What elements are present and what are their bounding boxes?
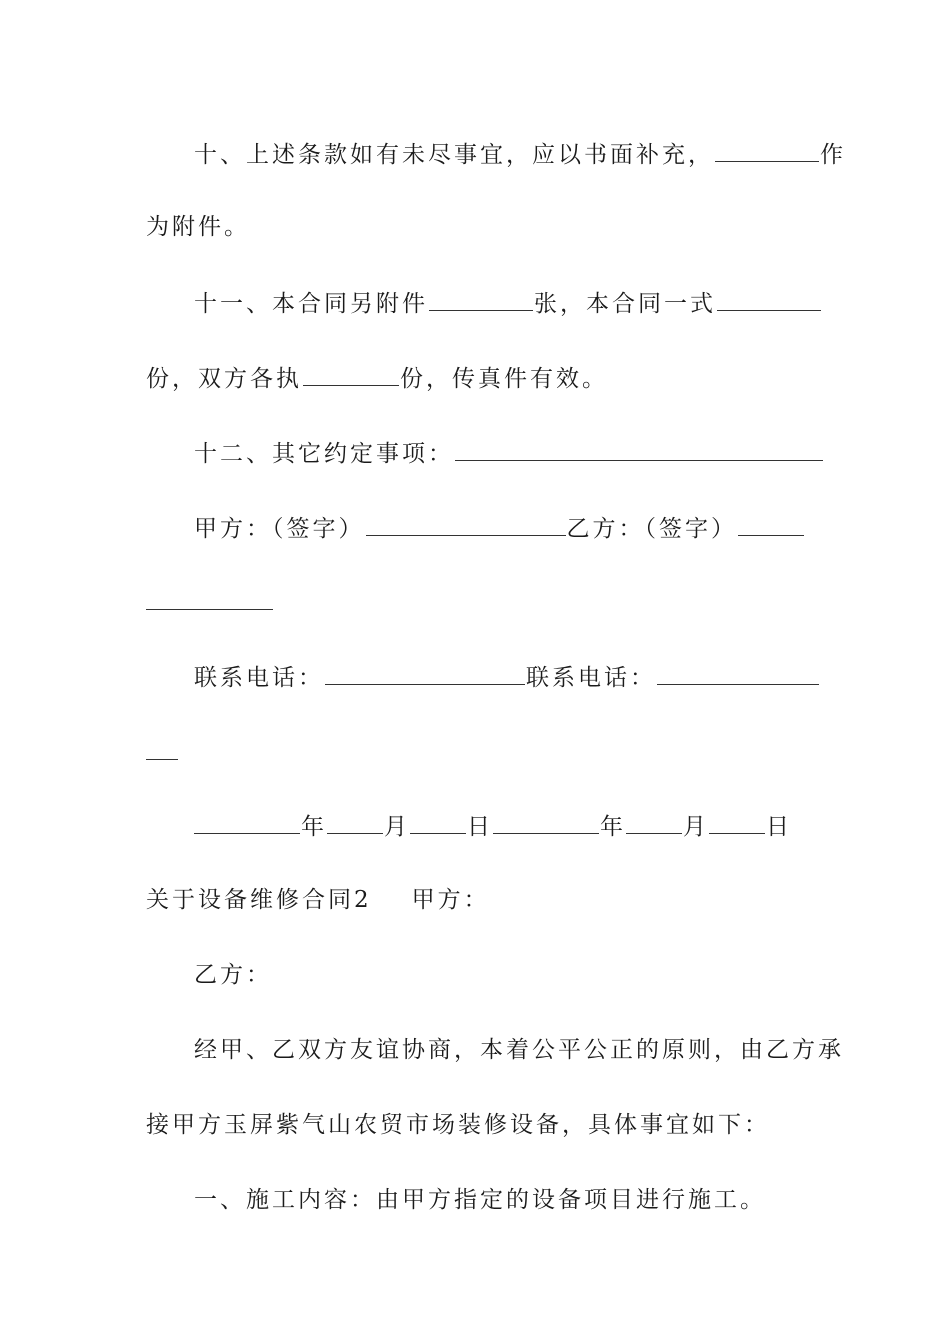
party-b-year-blank <box>493 809 599 834</box>
contract-2-intro-text-cont: 接甲方玉屏紫气山农贸市场装修设备，具体事宜如下： <box>146 1112 770 1138</box>
party-b-signature-blank-cont <box>146 585 273 610</box>
contract-2-party-b-label: 乙方： <box>194 962 272 988</box>
clause-10-text-end: 作 <box>820 142 846 168</box>
party-a-day-blank <box>410 809 466 834</box>
party-a-phone-blank <box>325 660 525 685</box>
party-a-phone-label: 联系电话： <box>194 665 324 691</box>
attachment-count-blank <box>429 286 533 311</box>
other-terms-blank <box>455 436 823 461</box>
contract-2-intro-line-1 <box>194 1034 844 1066</box>
contract-2-item-1 <box>194 1184 806 1216</box>
clause-11-text-3: 份，双方各执 <box>146 366 302 392</box>
party-b-day-blank <box>709 809 765 834</box>
month-label: 月 <box>683 814 708 840</box>
clause-11-line-2 <box>146 361 806 395</box>
day-label: 日 <box>467 814 492 840</box>
clause-10-text-cont: 为附件。 <box>146 214 250 240</box>
clause-11-text: 十一、本合同另附件 <box>194 291 428 317</box>
year-label: 年 <box>600 814 625 840</box>
party-b-month-blank <box>626 809 682 834</box>
contract-2-title-line <box>146 884 806 916</box>
month-label: 月 <box>384 814 409 840</box>
blank-field <box>715 137 819 162</box>
contract-2-item-1-text: 一、施工内容：由甲方指定的设备项目进行施工。 <box>194 1187 766 1213</box>
clause-11-text-4: 份，传真件有效。 <box>400 366 608 392</box>
clause-11-text-2: 张，本合同一式 <box>534 291 716 317</box>
contract-2-party-a-label: 甲方： <box>411 887 490 913</box>
contract-2-party-b-line <box>194 959 806 991</box>
signature-line <box>194 511 806 545</box>
date-line <box>194 809 806 843</box>
clause-10-line-1 <box>194 137 846 171</box>
party-b-phone-label: 联系电话： <box>526 665 656 691</box>
year-label: 年 <box>301 814 326 840</box>
clause-12-line <box>194 436 806 470</box>
contract-2-title: 关于设备维修合同2 <box>146 887 372 913</box>
clause-12-text: 十二、其它约定事项： <box>194 441 454 467</box>
clause-10-line-2 <box>146 211 806 243</box>
party-b-signature-label: 乙方：（签字） <box>566 516 737 542</box>
party-b-phone-blank-cont <box>146 735 178 760</box>
party-b-signature-blank <box>738 511 804 536</box>
contract-2-intro-line-2 <box>146 1109 806 1141</box>
signature-line-cont <box>146 585 806 619</box>
phone-line-cont <box>146 735 806 769</box>
clause-10-text: 十、上述条款如有未尽事宜，应以书面补充， <box>194 142 714 168</box>
contract-2-intro-text: 经甲、乙双方友谊协商，本着公平公正的原则，由乙方承 <box>194 1037 844 1063</box>
party-b-phone-blank <box>657 660 819 685</box>
party-a-signature-label: 甲方：（签字） <box>194 516 365 542</box>
day-label: 日 <box>766 814 791 840</box>
phone-line <box>194 660 806 694</box>
party-a-signature-blank <box>366 511 566 536</box>
each-party-copies-blank <box>303 361 399 386</box>
copies-blank <box>717 286 821 311</box>
clause-11-line-1 <box>194 286 806 320</box>
party-a-year-blank <box>194 809 300 834</box>
party-a-month-blank <box>327 809 383 834</box>
